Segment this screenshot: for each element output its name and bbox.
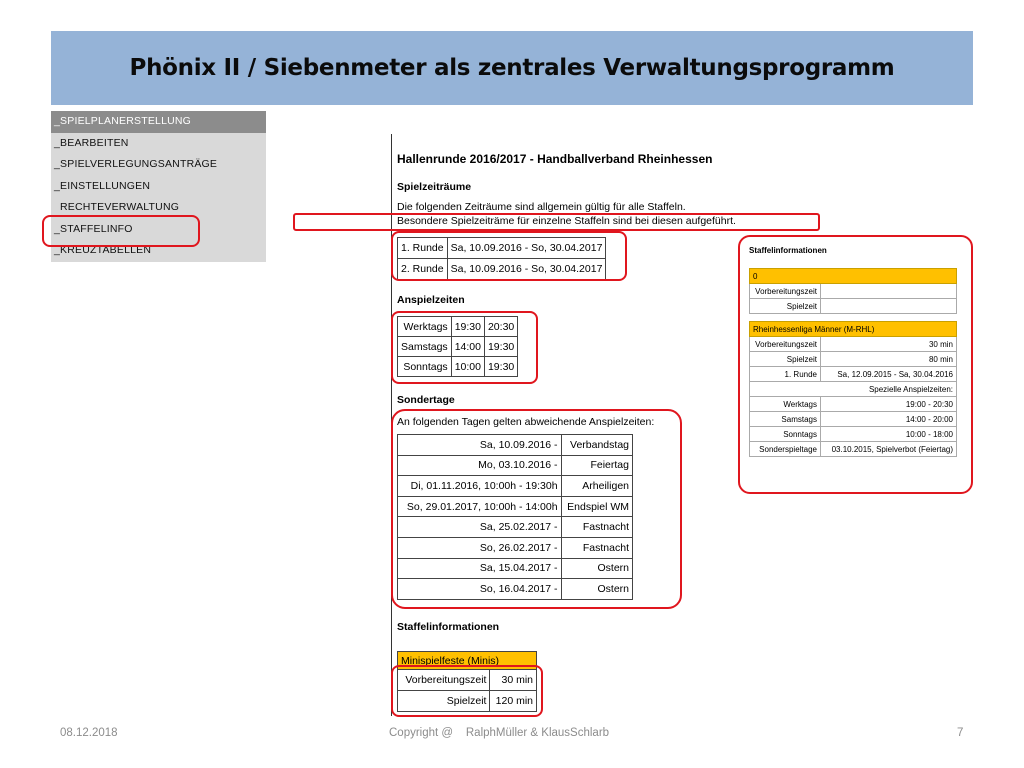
- doc-heading: Hallenrunde 2016/2017 - Handballverband Rheinhessen: [397, 152, 713, 166]
- highlight-sondertage: [391, 409, 682, 609]
- label-cell: Vorbereitungszeit: [398, 670, 490, 691]
- datum-cell: So, 29.01.2017, 10:00h - 14:00h: [398, 496, 562, 517]
- zeitraum-cell: Sa, 10.09.2016 - So, 30.04.2017: [447, 259, 606, 280]
- slide-title-bar: [51, 31, 973, 105]
- footer-date: 08.12.2018: [60, 727, 118, 739]
- bis-cell: 19:30: [484, 337, 517, 357]
- highlight-runden: [391, 231, 627, 281]
- tag-cell: Werktags: [398, 317, 452, 337]
- von-cell: 19:30: [451, 317, 484, 337]
- anlass-cell: Arheiligen: [561, 476, 632, 497]
- von-cell: 14:00: [451, 337, 484, 357]
- value-cell: 120 min: [490, 691, 537, 712]
- table-row: Werktags 19:00 - 20:30: [750, 397, 957, 412]
- highlight-side-panel: [738, 235, 973, 494]
- anlass-cell: Verbandstag: [561, 435, 632, 456]
- footer-page-number: 7: [957, 727, 964, 739]
- menu-item-spielverlegungsantraege[interactable]: _SPIELVERLEGUNGSANTRÄGE: [54, 158, 218, 170]
- highlight-anspielzeiten: [391, 311, 538, 384]
- von-cell: 10:00: [451, 357, 484, 377]
- spielzeitraeume-title: Spielzeiträume: [397, 181, 472, 193]
- datum-cell: Mo, 03.10.2016 -: [398, 455, 562, 476]
- slide-title: Phönix II / Siebenmeter als zentrales Verwaltungsprogramm: [129, 55, 895, 81]
- menu-item-einstellungen[interactable]: _EINSTELLUNGEN: [54, 179, 151, 192]
- datum-cell: Sa, 15.04.2017 -: [398, 558, 562, 579]
- datum-cell: So, 26.02.2017 -: [398, 537, 562, 558]
- anlass-cell: Ostern: [561, 558, 632, 579]
- bis-cell: 19:30: [484, 357, 517, 377]
- datum-cell: Sa, 25.02.2017 -: [398, 517, 562, 538]
- table-row: Vorbereitungszeit: [750, 284, 957, 299]
- menu-item-spielplanerstellung[interactable]: _SPIELPLANERSTELLUNG: [51, 111, 266, 133]
- bis-cell: 20:30: [484, 317, 517, 337]
- datum-cell: Di, 01.11.2016, 10:00h - 19:30h: [398, 476, 562, 497]
- table-row: Spielzeit: [750, 299, 957, 314]
- sondertage-intro: An folgenden Tagen gelten abweichende Anspielzeiten:: [397, 416, 655, 428]
- highlight-staffelinfo: [42, 215, 200, 247]
- side-block-header: 0: [750, 269, 957, 284]
- anspielzeiten-title: Anspielzeiten: [397, 294, 465, 306]
- staffel-name-cell: Minispielfeste (Minis): [398, 652, 537, 670]
- staffelinfo-title: Staffelinformationen: [397, 621, 500, 633]
- highlight-besondere-spielzeiten: [293, 213, 820, 231]
- tag-cell: Samstags: [398, 337, 452, 357]
- table-row: 1. Runde Sa, 12.09.2015 - Sa, 30.04.2016: [750, 367, 957, 382]
- tag-cell: Sonntags: [398, 357, 452, 377]
- menu-item-staffelinfo[interactable]: _STAFFELINFO: [54, 222, 133, 235]
- table-row: Sonntags 10:00 - 18:00: [750, 427, 957, 442]
- anlass-cell: Endspiel WM: [561, 496, 632, 517]
- runde-cell: 1. Runde: [398, 238, 448, 259]
- value-cell: 30 min: [490, 670, 537, 691]
- runde-cell: 2. Runde: [398, 259, 448, 280]
- side-panel-title: Staffelinformationen: [749, 246, 827, 255]
- anlass-cell: Fastnacht: [561, 517, 632, 538]
- highlight-staffelinfo-minis: [391, 665, 543, 717]
- anlass-cell: Fastnacht: [561, 537, 632, 558]
- table-row: Spielzeit 80 min: [750, 352, 957, 367]
- sondertage-title: Sondertage: [397, 394, 455, 406]
- anlass-cell: Ostern: [561, 579, 632, 600]
- table-row: Sonderspieltage 03.10.2015, Spielverbot (Feiertag): [750, 442, 957, 457]
- footer-copyright: Copyright @ RalphMüller & KlausSchlarb: [389, 727, 610, 739]
- label-cell: Spielzeit: [398, 691, 490, 712]
- side-block-header: Rheinhessenliga Männer (M-RHL): [750, 322, 957, 337]
- zeitraum-cell: Sa, 10.09.2016 - So, 30.04.2017: [447, 238, 606, 259]
- datum-cell: Sa, 10.09.2016 -: [398, 435, 562, 456]
- table-row: Vorbereitungszeit 30 min: [750, 337, 957, 352]
- menu-item-kreuztabellen[interactable]: _KREUZTABELLEN: [54, 244, 152, 256]
- datum-cell: So, 16.04.2017 -: [398, 579, 562, 600]
- menu-item-bearbeiten[interactable]: _BEARBEITEN: [54, 136, 129, 149]
- spielzeitraeume-line2: Besondere Spielzeiträme für einzelne Staffeln sind bei diesen aufgeführt.: [397, 215, 736, 227]
- menu-item-rechteverwaltung[interactable]: RECHTEVERWALTUNG: [60, 201, 180, 213]
- special-header: Spezielle Anspielzeiten:: [750, 382, 957, 397]
- anlass-cell: Feiertag: [561, 455, 632, 476]
- table-row: Samstags 14:00 - 20:00: [750, 412, 957, 427]
- spielzeitraeume-line1: Die folgenden Zeiträume sind allgemein gültig für alle Staffeln.: [397, 201, 686, 213]
